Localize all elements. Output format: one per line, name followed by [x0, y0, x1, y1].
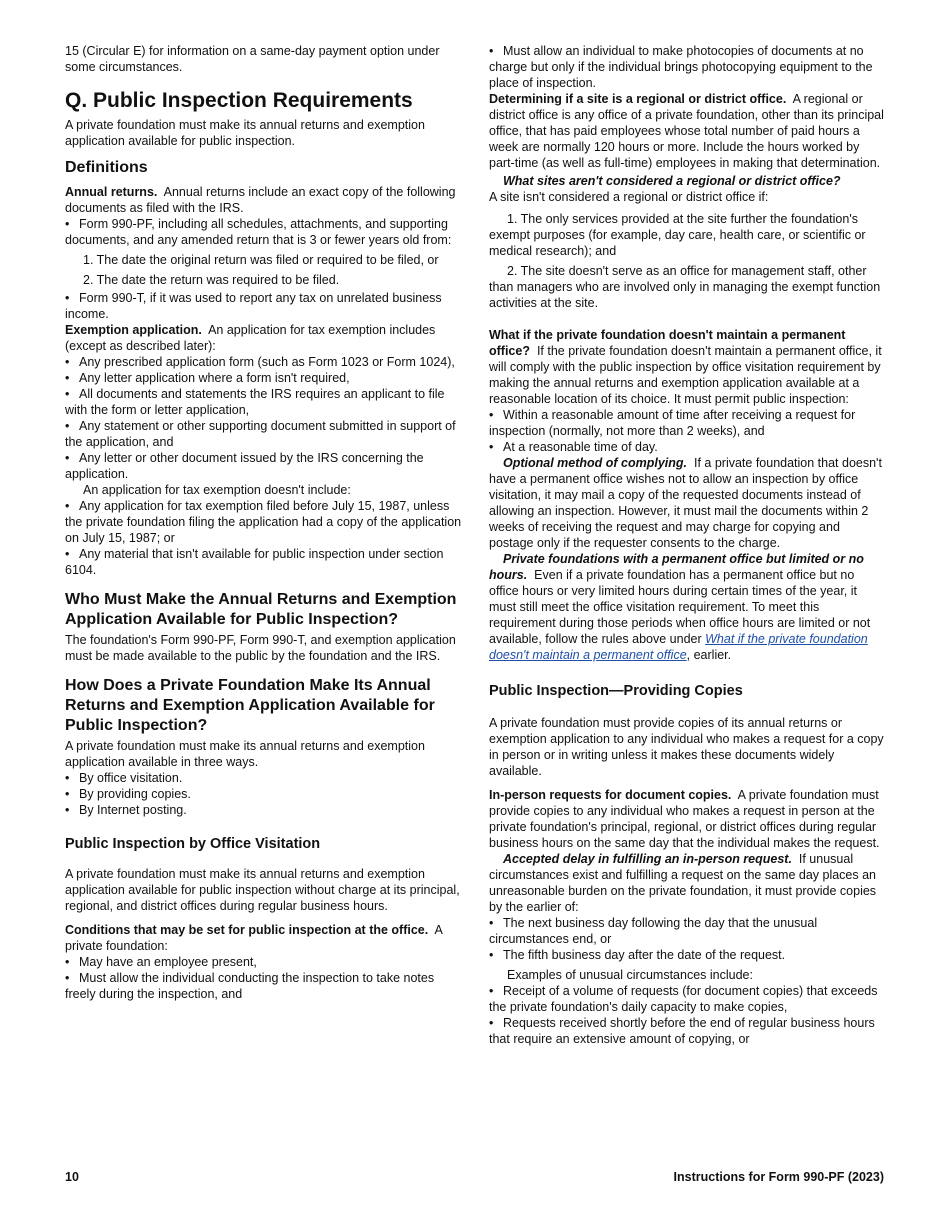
- list-item: 2. The site doesn't serve as an office for management staff, other than managers who are involved only in managing the exempt function activities at the site.: [489, 264, 881, 310]
- exemption-lead: Exemption application.: [65, 323, 202, 337]
- list-item: • Receipt of a volume of requests (for document copies) that exceeds the private foundation's daily capacity to make copies,: [489, 984, 878, 1014]
- list-item: • Any statement or other supporting document submitted in support of the application, and: [65, 419, 456, 449]
- bullet-icon: •: [65, 787, 70, 801]
- delay-paragraph: [489, 851, 887, 915]
- bullet-icon: •: [65, 971, 70, 985]
- annual-returns-paragraph: [65, 184, 463, 216]
- what-sites-text: A site isn't considered a regional or district office if:: [489, 190, 769, 204]
- delay-text: If unusual circumstances exist and fulfilling a request on the same day places an unreasonable burden on the private foundation, it must provide copies by the earlier of:: [489, 852, 877, 914]
- section-title: Q. Public Inspection Requirements: [65, 89, 413, 112]
- list-item: • Requests received shortly before the end of regular business hours that require an extensive amount of copying, or: [489, 1016, 875, 1046]
- exclude-intro: An application for tax exemption doesn't include:: [83, 483, 351, 497]
- bullet-icon: •: [489, 916, 494, 930]
- copies-heading: Public Inspection—Providing Copies: [489, 683, 743, 699]
- examples-intro: Examples of unusual circumstances include:: [507, 968, 753, 982]
- bullet-icon: •: [65, 499, 70, 513]
- list-item: • By providing copies.: [65, 787, 191, 801]
- bullet-icon: •: [65, 451, 70, 465]
- list-item: 2. The date the return was required to be filed.: [83, 273, 340, 287]
- bullet-icon: •: [65, 387, 70, 401]
- definitions-heading: Definitions: [65, 159, 148, 176]
- limited-text: Even if a private foundation has a permanent office but no office hours or very limited hours during certain times of the year, it must still meet the office visitation requirement. To meet this requirement during those periods when office hours are limited or not available, follow the rules above under: [489, 568, 871, 646]
- bullet-icon: •: [65, 371, 70, 385]
- regional-text: A regional or district office is any office of a private foundation, other than its principal office, that has paid employees whose total number of paid hours a week are normally 120 hours or more. Include the hours worked by part-time (as well as full-time) employees in making that determination.: [489, 92, 884, 170]
- list-item: • All documents and statements the IRS requires an applicant to file with the form or letter application,: [65, 387, 445, 417]
- annual-returns-lead: Annual returns.: [65, 185, 158, 199]
- regional-paragraph: [489, 91, 887, 171]
- list-item: • Any material that isn't available for public inspection under section 6104.: [65, 547, 444, 577]
- list-item: • By office visitation.: [65, 771, 183, 785]
- list-item: • Any letter application where a form isn't required,: [65, 371, 350, 385]
- what-sites-lead: What sites aren't considered a regional or district office?: [503, 174, 841, 188]
- bullet-icon: •: [489, 440, 494, 454]
- list-item: • Any application for tax exemption filed before July 15, 1987, unless the private foundation filing the application had a copy of the application on July 15, 1987; or: [65, 499, 462, 545]
- inperson-paragraph: [489, 787, 887, 851]
- who-heading: Who Must Make the Annual Returns and Exemption Application Available for Public Inspection?: [65, 591, 457, 628]
- conditions-text: A private foundation:: [65, 923, 443, 953]
- limited-tail: , earlier.: [686, 648, 732, 662]
- annual-returns-text: Annual returns include an exact copy of the following documents as filed with the IRS.: [65, 185, 456, 215]
- right-column: [489, 43, 887, 1047]
- list-item: • Form 990-T, if it was used to report any tax on unrelated business income.: [65, 291, 442, 321]
- conditions-paragraph: [65, 922, 463, 954]
- bullet-icon: •: [65, 355, 70, 369]
- list-item: • By Internet posting.: [65, 803, 187, 817]
- copies-text: A private foundation must provide copies of its annual returns or exemption application to any individual who makes a request for a copy in person or in writing unless it makes these documents widely available.: [489, 716, 884, 778]
- bullet-icon: •: [65, 291, 70, 305]
- bullet-icon: •: [65, 547, 70, 561]
- optional-text: If a private foundation that doesn't have a permanent office wishes not to allow an inspection by office visitation, it may mail a copy of the requested documents instead of allowing an inspection. However, it must mail the documents within 2 weeks of receiving the request and may charge for copying and postage only if the requester consents to the charge.: [489, 456, 882, 550]
- bullet-icon: •: [65, 419, 70, 433]
- who-text: The foundation's Form 990-PF, Form 990-T, and exemption application must be made available to the public by the foundation and the IRS.: [65, 633, 456, 663]
- bullet-icon: •: [65, 803, 70, 817]
- limited-paragraph: [489, 551, 887, 663]
- regional-lead: Determining if a site is a regional or district office.: [489, 92, 787, 106]
- how-text: A private foundation must make its annual returns and exemption application available in three ways.: [65, 739, 425, 769]
- bullet-icon: •: [65, 771, 70, 785]
- list-item: 1. The date the original return was filed or required to be filed, or: [83, 253, 439, 267]
- bullet-icon: •: [489, 1016, 494, 1030]
- inperson-lead: In-person requests for document copies.: [489, 788, 732, 802]
- list-item: • Form 990-PF, including all schedules, attachments, and supporting documents, and any amended return that is 3 or fewer years old from:: [65, 217, 452, 247]
- permanent-office-link[interactable]: What if the private foundation doesn't maintain a permanent office: [489, 632, 868, 662]
- optional-lead: Optional method of complying.: [503, 456, 688, 470]
- page-number: 10: [65, 1170, 79, 1184]
- inperson-text: A private foundation must provide copies to any individual who makes a request in person at the private foundation's principal, regional, or district offices during regular business hours on the same day that the individual makes the request.: [489, 788, 880, 850]
- list-item: • Must allow an individual to make photocopies of documents at no charge but only if the individual brings photocopying equipment to the place of inspection.: [489, 44, 873, 90]
- conditions-lead: Conditions that may be set for public inspection at the office.: [65, 923, 429, 937]
- bullet-icon: •: [489, 44, 494, 58]
- perm-text: If the private foundation doesn't maintain a permanent office, it will comply with the public inspection by office visitation requirement by making the annual returns and exemption application available at a reasonable location of its choice. It must permit public inspection:: [489, 344, 882, 406]
- bullet-icon: •: [65, 955, 70, 969]
- intro-line: 15 (Circular E) for information on a same-day payment option under some circumstances.: [65, 44, 440, 74]
- bullet-icon: •: [489, 984, 494, 998]
- perm-lead: What if the private foundation doesn't maintain a permanent office?: [489, 328, 846, 358]
- list-item: • Must allow the individual conducting the inspection to take notes freely during the inspection, and: [65, 971, 435, 1001]
- bullet-icon: •: [65, 217, 70, 231]
- bullet-icon: •: [489, 408, 494, 422]
- perm-paragraph: [489, 327, 887, 407]
- exemption-paragraph: [65, 322, 463, 354]
- how-heading: How Does a Private Foundation Make Its Annual Returns and Exemption Application Available for Public Inspection?: [65, 677, 435, 734]
- left-column: [65, 43, 463, 1002]
- office-text: A private foundation must make its annual returns and exemption application available for public inspection without charge at its principal, regional, and district offices during regular business hours.: [65, 867, 460, 913]
- list-item: • Within a reasonable amount of time after receiving a request for inspection (normally, not more than 2 weeks), and: [489, 408, 856, 438]
- optional-paragraph: [489, 455, 887, 551]
- list-item: • At a reasonable time of day.: [489, 440, 658, 454]
- list-item: • The fifth business day after the date of the request.: [489, 948, 786, 962]
- limited-lead: Private foundations with a permanent office but limited or no hours.: [489, 552, 864, 582]
- list-item: • May have an employee present,: [65, 955, 257, 969]
- delay-lead: Accepted delay in fulfilling an in-person request.: [503, 852, 792, 866]
- list-item: 1. The only services provided at the site further the foundation's exempt purposes (for example, day care, health care, or scientific or medical research); and: [489, 212, 866, 258]
- exemption-text: An application for tax exemption includes (except as described later):: [65, 323, 436, 353]
- list-item: • Any letter or other document issued by the IRS concerning the application.: [65, 451, 424, 481]
- form-title: Instructions for Form 990-PF (2023): [673, 1170, 884, 1184]
- list-item: • The next business day following the day that the unusual circumstances end, or: [489, 916, 818, 946]
- list-item: • Any prescribed application form (such as Form 1023 or Form 1024),: [65, 355, 455, 369]
- office-heading: Public Inspection by Office Visitation: [65, 836, 321, 852]
- section-intro: A private foundation must make its annual returns and exemption application available for public inspection.: [65, 118, 425, 148]
- bullet-icon: •: [489, 948, 494, 962]
